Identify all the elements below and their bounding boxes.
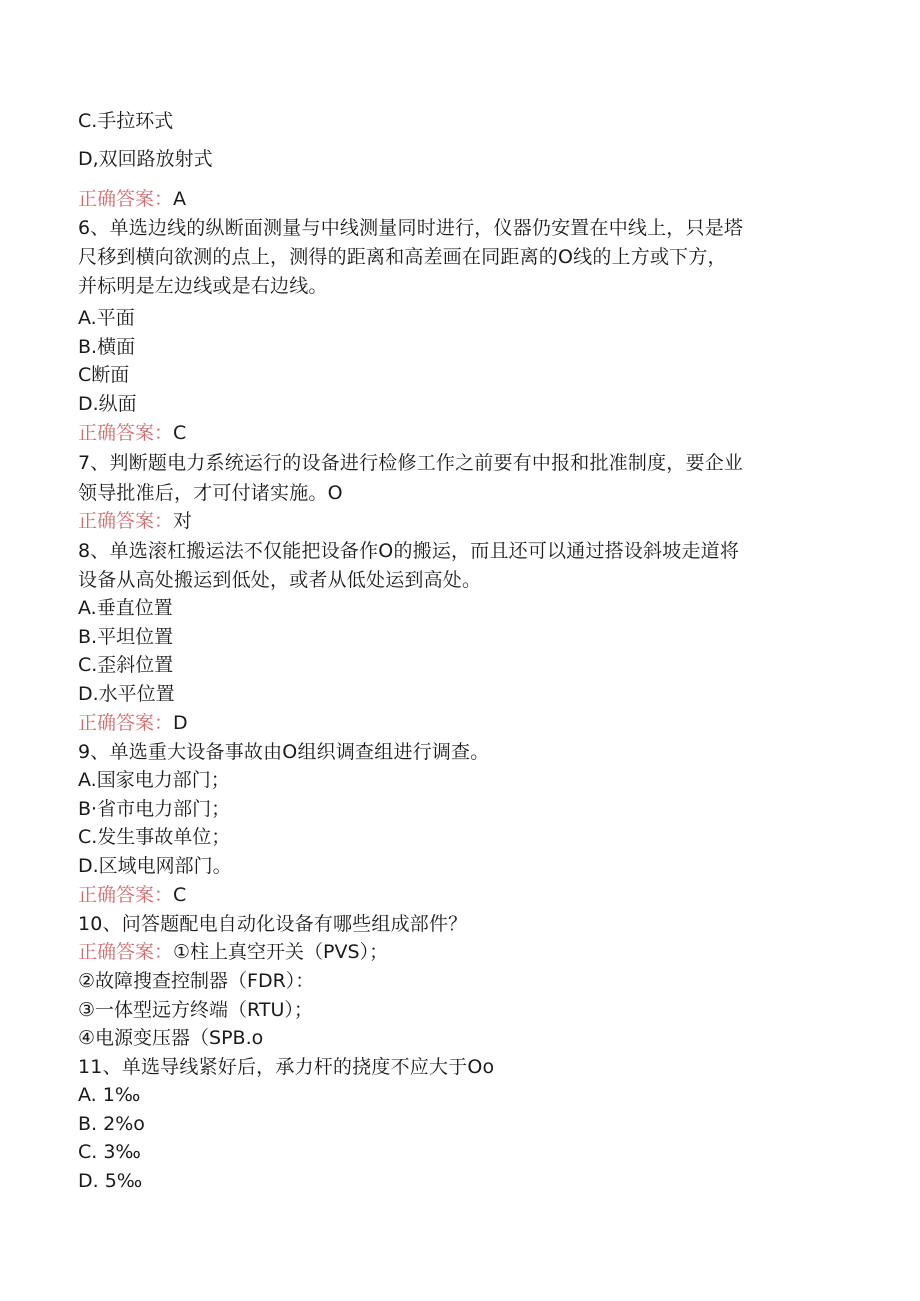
option-a: A.垂直位置	[78, 597, 173, 619]
answer-line	[78, 882, 186, 908]
answer-value: A	[173, 188, 187, 210]
option-d: D.水平位置	[78, 683, 175, 705]
question-10-line-1: 10、问答题配电自动化设备有哪些组成部件？	[78, 913, 468, 935]
option-b: B.横面	[78, 336, 136, 358]
option-a: A.国家电力部门；	[78, 769, 230, 791]
answer-line	[78, 939, 388, 965]
answer-line	[78, 186, 186, 212]
option-a: A.平面	[78, 307, 135, 329]
question-8-line-2: 设备从高处搬运到低处，或者从低处运到高处。	[78, 569, 482, 591]
option-d: D,双回路放射式	[78, 148, 213, 170]
option-c: C.手拉环式	[78, 110, 174, 132]
answer-value: 对	[173, 510, 193, 532]
option-d: D. 5‰	[78, 1170, 143, 1192]
answer-label: 正确答案：	[78, 188, 174, 210]
option-c: C.歪斜位置	[78, 654, 174, 676]
answer-line	[78, 420, 186, 446]
option-d: D.纵面	[78, 393, 137, 415]
question-7-line-2: 领导批准后，才可付诸实施。O	[78, 482, 343, 504]
answer-value: ①柱上真空开关（PVS）；	[173, 941, 389, 963]
answer-continuation: ④电源变压器（SPB.o	[78, 1027, 264, 1049]
question-9-line-1: 9、单选重大设备事故由O组织调查组进行调查。	[78, 741, 490, 763]
question-6-line-3: 并标明是左边线或是右边线。	[78, 275, 328, 297]
question-11-line-1: 11、单选导线紧好后，承力杆的挠度不应大于Oo	[78, 1056, 495, 1078]
question-7-line-1: 7、判断题电力系统运行的设备进行检修工作之前要有中报和批准制度，要企业	[78, 452, 744, 474]
question-6-line-1: 6、单选边线的纵断面测量与中线测量同时进行，仪器仍安置在中线上，只是塔	[78, 217, 744, 239]
answer-label: 正确答案：	[78, 884, 174, 906]
question-6-line-2: 尺移到横向欲测的点上，测得的距离和高差画在同距离的O线的上方或下方，	[78, 246, 727, 268]
option-c: C.发生事故单位；	[78, 826, 231, 848]
option-a: A. 1‰	[78, 1084, 141, 1106]
option-b: B·省市电力部门；	[78, 798, 231, 820]
answer-line	[78, 508, 192, 534]
answer-continuation: ②故障搜查控制器（FDR）：	[78, 970, 315, 992]
option-d: D.区域电网部门。	[78, 855, 232, 877]
option-c: C断面	[78, 364, 130, 386]
answer-value: C	[173, 422, 187, 444]
answer-label: 正确答案：	[78, 712, 174, 734]
answer-label: 正确答案：	[78, 422, 174, 444]
answer-value: D	[173, 712, 188, 734]
answer-continuation: ③一体型远方终端（RTU）；	[78, 999, 313, 1021]
answer-value: C	[173, 884, 187, 906]
question-8-line-1: 8、单选滚杠搬运法不仅能把设备作O的搬运，而且还可以通过搭设斜坡走道将	[78, 540, 740, 562]
answer-label: 正确答案：	[78, 941, 174, 963]
option-c: C. 3‰	[78, 1141, 141, 1163]
answer-line	[78, 710, 188, 736]
option-b: B. 2%o	[78, 1113, 145, 1135]
option-b: B.平坦位置	[78, 626, 174, 648]
answer-label: 正确答案：	[78, 510, 174, 532]
